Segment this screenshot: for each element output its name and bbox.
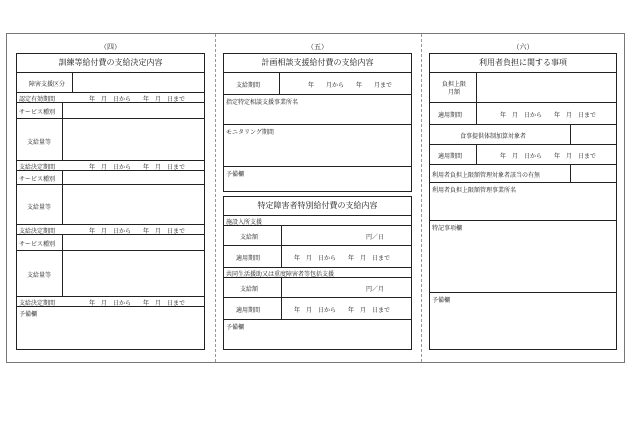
yen-per-day[interactable]: 円／日	[366, 234, 385, 241]
applied-period-dates[interactable]: 年 月 日から 年 月 日まで	[500, 153, 597, 160]
service-type-row	[17, 235, 204, 251]
decision-period-dates[interactable]: 年 月 日から 年 月 日まで	[89, 300, 186, 307]
service-type-row	[17, 103, 204, 119]
applied-period-label: 適用期間	[236, 307, 261, 314]
section-5	[223, 42, 412, 350]
applied-period-row	[430, 145, 616, 165]
service-type-label: サービス種別	[19, 109, 56, 116]
remarks-row[interactable]	[430, 293, 616, 348]
amount-row	[17, 251, 204, 297]
section-title: 訓練等給付費の支給決定内容	[17, 54, 204, 73]
section-title: 計画相談支援給付費の支給内容	[224, 54, 411, 73]
special-notes-row[interactable]	[430, 221, 616, 293]
disability-class-row	[17, 73, 204, 93]
remarks-row[interactable]	[224, 167, 411, 192]
applied-period-dates[interactable]: 年 月 日から 年 月 日まで	[500, 112, 597, 119]
applied-period-row	[224, 246, 411, 268]
section-title: 利用者負担に関する事項	[430, 54, 616, 73]
applied-period-label: 適用期間	[438, 112, 463, 119]
applied-period-dates[interactable]: 年 月 日から 年 月 日まで	[294, 307, 391, 314]
applied-period-row	[430, 103, 616, 125]
section-number: （四）	[100, 43, 121, 51]
group-home-label: 共同生活援助又は重度障害者等包括支援	[226, 271, 335, 278]
yen-per-month[interactable]: 円／月	[366, 286, 385, 293]
amount-label: 支給量等	[27, 139, 52, 146]
service-type-row	[17, 171, 204, 185]
group-home-row	[224, 268, 411, 278]
remarks-label: 予備欄	[226, 324, 245, 331]
supply-period-row	[224, 73, 411, 95]
training-benefit-box	[16, 53, 205, 350]
amount-label: 支給量等	[27, 272, 52, 279]
service-type-label: サービス種別	[19, 176, 56, 183]
supply-amount-row	[224, 226, 411, 246]
disability-class-label: 障害支援区分	[29, 81, 66, 88]
supply-amount-label: 支給額	[240, 234, 259, 241]
service-type-label: サービス種別	[19, 241, 56, 248]
special-benefit-box	[223, 196, 412, 350]
designated-office-row[interactable]	[224, 95, 411, 125]
facility-row	[224, 216, 411, 226]
remarks-label: 予備欄	[19, 311, 38, 318]
planned-consultation-box	[223, 53, 412, 192]
section-number: （六）	[512, 43, 534, 51]
decision-period-row	[17, 297, 204, 307]
amount-row	[17, 119, 204, 161]
column-divider	[421, 34, 422, 362]
column-divider	[215, 34, 216, 362]
section-title: 特定障害者特別給付費の支給内容	[224, 197, 411, 216]
section-number: （五）	[307, 43, 328, 51]
cap-mgmt-row	[430, 165, 616, 183]
remarks-row[interactable]	[224, 320, 411, 348]
decision-period-dates[interactable]: 年 月 日から 年 月 日まで	[89, 164, 186, 171]
applied-period-label: 適用期間	[236, 255, 261, 262]
user-burden-box	[429, 53, 617, 350]
burden-cap-label: 負担上限月額	[441, 81, 466, 96]
cap-mgmt-label: 利用者負担上限額管理対象者該当の有無	[432, 172, 541, 179]
supply-amount-label: 支給額	[240, 286, 259, 293]
cap-mgmt-office-label: 利用者負担上限額管理事業所名	[432, 187, 517, 194]
section-6	[429, 42, 617, 350]
supply-period-label: 支給期間	[236, 82, 261, 89]
decision-period-dates[interactable]: 年 月 日から 年 月 日まで	[89, 228, 186, 235]
applied-period-row	[224, 298, 411, 320]
amount-label: 支給量等	[27, 204, 52, 211]
special-notes-label: 特記事項欄	[432, 225, 463, 232]
cap-mgmt-office-row[interactable]	[430, 183, 616, 221]
cert-period-dates[interactable]: 年 月 日から 年 月 日まで	[89, 96, 186, 103]
decision-period-label: 支給決定期間	[19, 300, 56, 307]
decision-period-row	[17, 161, 204, 171]
monitoring-label: モニタリング期間	[226, 129, 274, 136]
monitoring-row[interactable]	[224, 125, 411, 167]
applied-period-dates[interactable]: 年 月 日から 年 月 日まで	[294, 255, 391, 262]
designated-office-label: 指定特定相談支援事業所名	[226, 99, 299, 106]
cert-period-label: 認定有効期間	[19, 96, 56, 103]
decision-period-label: 支給決定期間	[19, 164, 56, 171]
cert-period-row	[17, 93, 204, 103]
facility-label: 施設入所支援	[226, 219, 263, 226]
burden-cap-row	[430, 73, 616, 103]
applied-period-label: 適用期間	[438, 153, 463, 160]
remarks-label: 予備欄	[226, 171, 245, 178]
amount-row	[17, 185, 204, 225]
meal-addition-label: 食事提供体制加算対象者	[460, 133, 527, 140]
supply-amount-row	[224, 278, 411, 298]
remarks-label: 予備欄	[432, 297, 451, 304]
remarks-row[interactable]	[17, 307, 204, 349]
supply-period-dates[interactable]: 年 月から 年 月まで	[308, 82, 393, 89]
meal-addition-row	[430, 125, 616, 145]
decision-period-row	[17, 225, 204, 235]
decision-period-label: 支給決定期間	[19, 228, 56, 235]
section-4	[16, 42, 205, 350]
